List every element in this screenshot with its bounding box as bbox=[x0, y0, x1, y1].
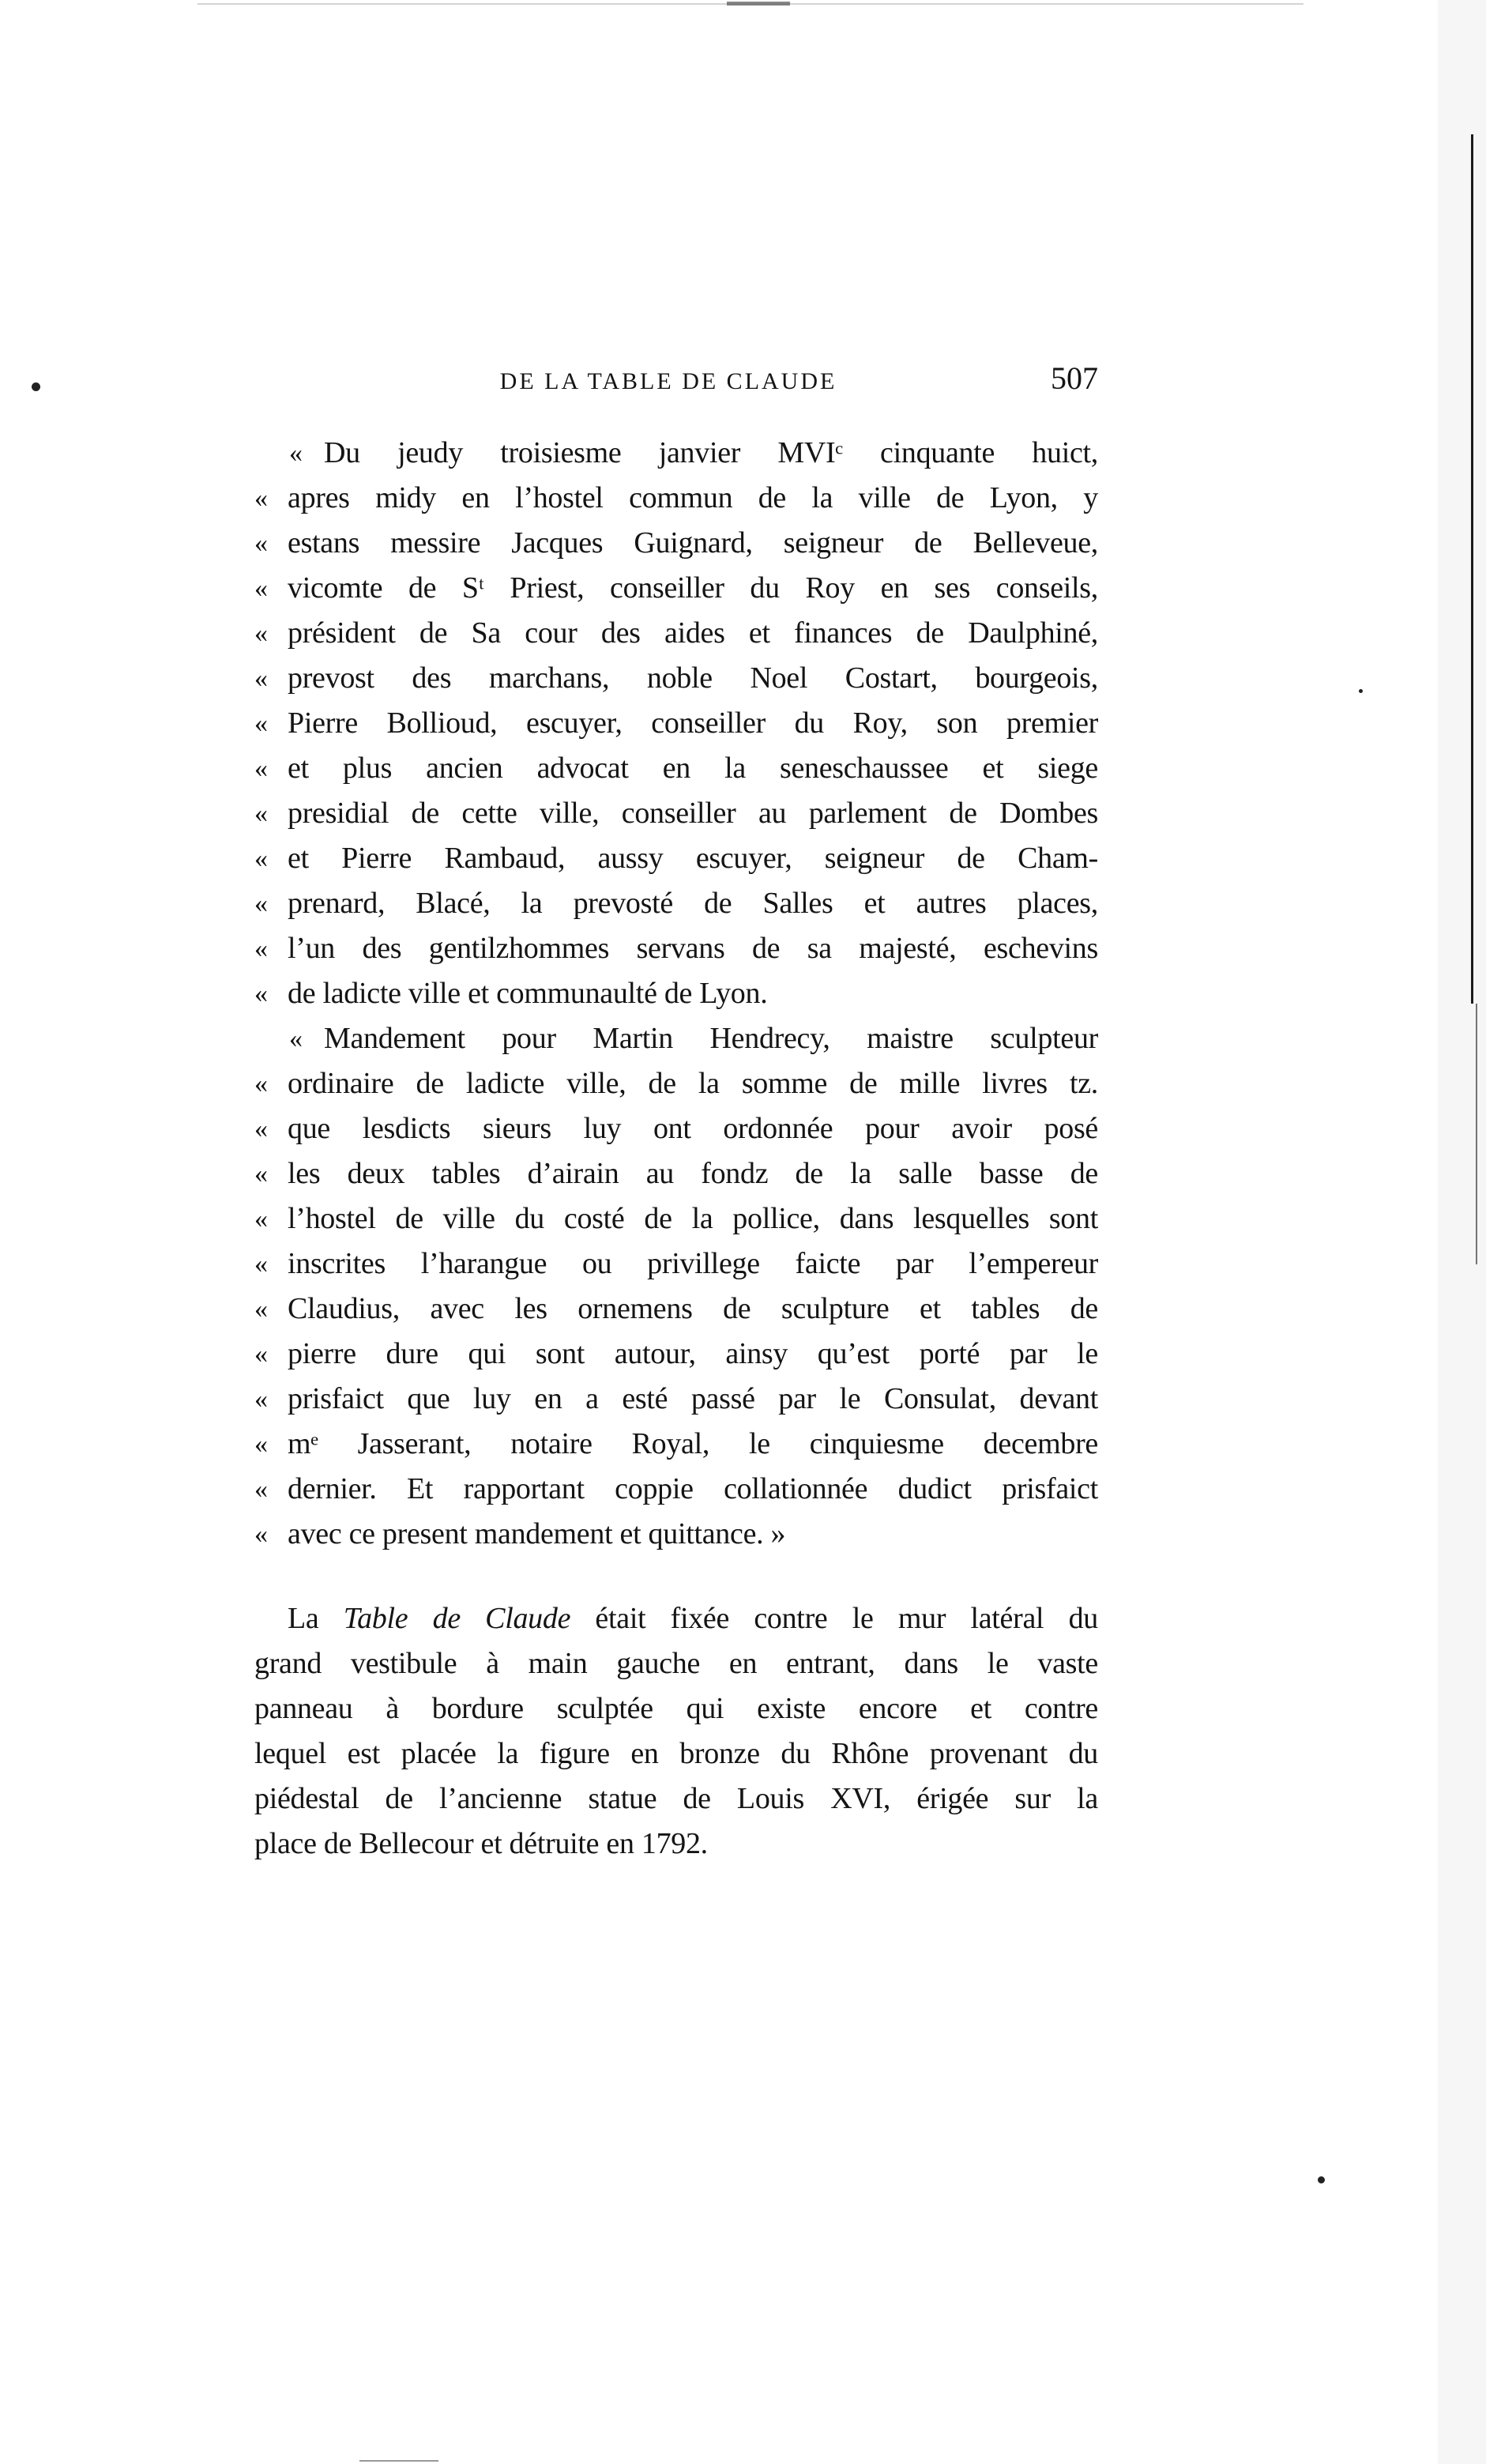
quote-line-text: avec ce present mandement et quittance. » bbox=[288, 1517, 786, 1550]
quote-line-text: prevost des marchans, noble Noel Costart, bourgeois, bbox=[288, 661, 1098, 695]
guillemet: « bbox=[254, 1430, 268, 1459]
paragraph-line: grand vestibule à main gauche en entrant, dans le vaste bbox=[254, 1647, 1098, 1680]
quote-line bbox=[254, 611, 1098, 656]
quote-line bbox=[254, 566, 1098, 611]
quote-line-text: que lesdicts sieurs luy ont ordonnée pour avoir posé bbox=[288, 1112, 1098, 1145]
quote-line-text: vicomte de Sᵗ Priest, conseiller du Roy en ses conseils, bbox=[288, 571, 1098, 605]
guillemet: « bbox=[254, 844, 268, 873]
quote-line-text: de ladicte ville et communaulté de Lyon. bbox=[288, 977, 768, 1010]
scan-noise-bottom bbox=[359, 2460, 438, 2462]
guillemet: « bbox=[254, 1520, 268, 1549]
quote-line bbox=[254, 881, 1098, 926]
quote-line-text: et plus ancien advocat en la seneschaussee et siege bbox=[288, 752, 1098, 785]
quote-line-text: mᵉ Jasserant, notaire Royal, le cinquiesme decembre bbox=[288, 1427, 1098, 1460]
running-header bbox=[254, 360, 1098, 404]
quote-line-text: Du jeudy troisiesme janvier MVIᶜ cinquante huict, bbox=[324, 436, 1098, 469]
quote-line bbox=[254, 791, 1098, 836]
quote-line-text: prisfaict que luy en a esté passé par le Consulat, devant bbox=[288, 1382, 1098, 1415]
running-title-text: DE LA TABLE DE CLAUDE bbox=[499, 368, 837, 394]
quote-line-text: prenard, Blacé, la prevosté de Salles et autres places, bbox=[288, 887, 1098, 920]
quote-line-text: dernier. Et rapportant coppie collationnée dudict prisfaict bbox=[288, 1472, 1098, 1505]
guillemet: « bbox=[254, 619, 268, 648]
guillemet: « bbox=[254, 799, 268, 828]
quote-line bbox=[254, 1241, 1098, 1287]
paragraph-line: lequel est placée la figure en bronze du Rhône provenant du bbox=[254, 1737, 1098, 1770]
quote-line-text: président de Sa cour des aides et finances de Daulphiné, bbox=[288, 616, 1098, 650]
guillemet: « bbox=[289, 439, 303, 468]
paragraph-line: piédestal de l’ancienne statue de Louis XVI, érigée sur la bbox=[254, 1782, 1098, 1815]
running-title bbox=[254, 360, 1098, 404]
quote-line-text: Mandement pour Martin Hendrecy, maistre sculpteur bbox=[324, 1022, 1098, 1055]
guillemet: « bbox=[254, 1204, 268, 1234]
guillemet: « bbox=[254, 1249, 268, 1279]
guillemet: « bbox=[254, 1294, 268, 1324]
guillemet: « bbox=[289, 1024, 303, 1053]
guillemet: « bbox=[254, 709, 268, 738]
quote-line bbox=[254, 1377, 1098, 1422]
scan-speck bbox=[1318, 2176, 1325, 2183]
paragraph-line: panneau à bordure sculptée qui existe encore et contre bbox=[254, 1692, 1098, 1725]
quote-line-text: ordinaire de ladicte ville, de la somme de mille livres tz. bbox=[288, 1067, 1098, 1100]
quote-line bbox=[254, 701, 1098, 746]
quote-line bbox=[254, 1016, 1098, 1061]
quoted-document bbox=[254, 431, 1098, 1557]
paragraph-line bbox=[254, 1596, 1098, 1641]
scan-speck bbox=[32, 382, 40, 391]
guillemet: « bbox=[254, 1385, 268, 1414]
quote-line bbox=[254, 1151, 1098, 1196]
quote-line bbox=[254, 1467, 1098, 1512]
guillemet: « bbox=[254, 574, 268, 603]
guillemet: « bbox=[254, 1159, 268, 1189]
quote-line bbox=[254, 476, 1098, 521]
quote-line bbox=[254, 1287, 1098, 1332]
guillemet: « bbox=[254, 1339, 268, 1369]
guillemet: « bbox=[254, 664, 268, 693]
commentary-paragraph bbox=[254, 1596, 1098, 1867]
italic-title: Table de Claude bbox=[343, 1602, 571, 1635]
paragraph-line: place de Bellecour et détruite en 1792. bbox=[254, 1827, 708, 1860]
paragraph-text: était fixée contre le mur latéral du bbox=[570, 1602, 1098, 1635]
quote-line-text: estans messire Jacques Guignard, seigneur de Belleveue, bbox=[288, 526, 1098, 559]
paragraph-text: La bbox=[288, 1602, 344, 1635]
quote-line bbox=[254, 1106, 1098, 1151]
guillemet: « bbox=[254, 1069, 268, 1098]
quote-line bbox=[254, 836, 1098, 881]
quote-line-text: presidial de cette ville, conseiller au parlement de Dombes bbox=[288, 797, 1098, 830]
quote-line bbox=[254, 656, 1098, 701]
quote-line-text: pierre dure qui sont autour, ainsy qu’est porté par le bbox=[288, 1337, 1098, 1370]
guillemet: « bbox=[254, 754, 268, 783]
quote-line-text: Pierre Bollioud, escuyer, conseiller du Roy, son premier bbox=[288, 706, 1098, 740]
quote-line bbox=[254, 431, 1098, 476]
quote-line bbox=[254, 1512, 1098, 1557]
quote-line bbox=[254, 1061, 1098, 1106]
guillemet: « bbox=[254, 1475, 268, 1504]
guillemet: « bbox=[254, 1114, 268, 1143]
quote-line bbox=[254, 1332, 1098, 1377]
guillemet: « bbox=[254, 934, 268, 963]
scan-speck bbox=[1359, 689, 1363, 693]
quote-line-text: l’un des gentilzhommes servans de sa majesté, eschevins bbox=[288, 932, 1098, 965]
quote-line-text: inscrites l’harangue ou privillege faicte par l’empereur bbox=[288, 1247, 1098, 1280]
quote-line bbox=[254, 521, 1098, 566]
quote-line bbox=[254, 971, 1098, 1016]
scan-noise-right bbox=[1438, 0, 1486, 2464]
quote-line bbox=[254, 1422, 1098, 1467]
quote-line bbox=[254, 746, 1098, 791]
quote-line-text: les deux tables d’airain au fondz de la salle basse de bbox=[288, 1157, 1098, 1190]
quote-line bbox=[254, 926, 1098, 971]
quote-line-text: Claudius, avec les ornemens de sculpture et tables de bbox=[288, 1292, 1098, 1325]
quote-line-text: apres midy en l’hostel commun de la ville de Lyon, y bbox=[288, 481, 1098, 514]
quote-line-text: l’hostel de ville du costé de la pollice, dans lesquelles sont bbox=[288, 1202, 1098, 1235]
page-number: 507 bbox=[1051, 360, 1098, 396]
guillemet: « bbox=[254, 484, 268, 513]
guillemet: « bbox=[254, 889, 268, 918]
guillemet: « bbox=[254, 529, 268, 558]
guillemet: « bbox=[254, 979, 268, 1008]
quote-line bbox=[254, 1196, 1098, 1241]
quote-line-text: et Pierre Rambaud, aussy escuyer, seigneur de Cham- bbox=[288, 842, 1098, 875]
scan-noise-top bbox=[727, 2, 790, 6]
